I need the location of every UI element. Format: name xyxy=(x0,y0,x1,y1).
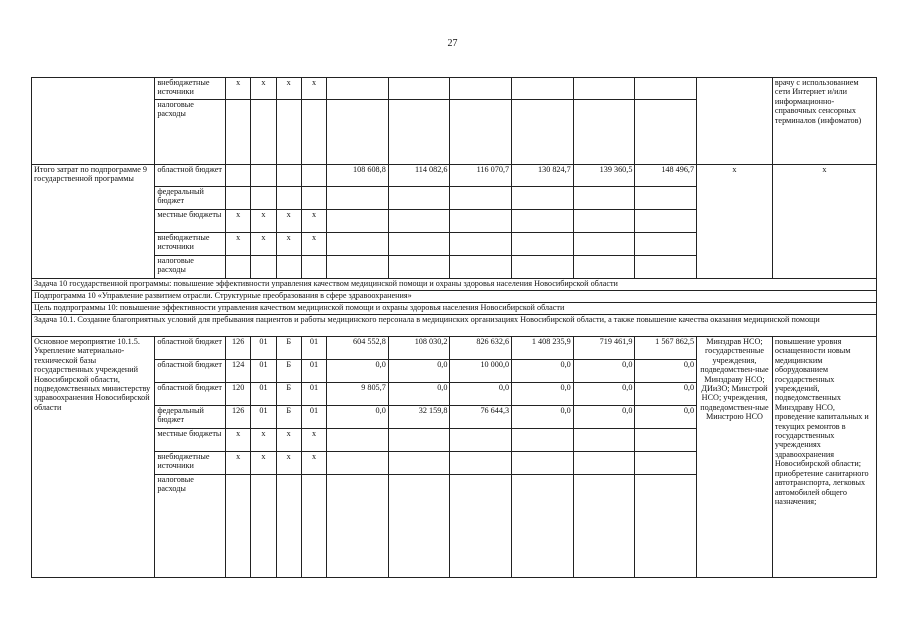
value-cell xyxy=(327,100,389,165)
value-cell: 10 000,0 xyxy=(450,360,512,383)
value-cell xyxy=(635,233,697,256)
value-cell xyxy=(635,210,697,233)
code-cell xyxy=(226,187,251,210)
section-heading: Цель подпрограммы 10: повышение эффективности управления качеством медицинской помощи и охраны здоровья населения Новосибирской области xyxy=(32,303,877,315)
code-cell xyxy=(226,100,251,165)
value-cell xyxy=(450,475,512,578)
code-cell xyxy=(301,165,326,187)
value-cell: 0,0 xyxy=(512,383,574,406)
value-cell: 0,0 xyxy=(573,383,635,406)
value-cell xyxy=(635,78,697,100)
value-cell: 0,0 xyxy=(450,383,512,406)
value-cell xyxy=(388,256,450,279)
value-cell: 0,0 xyxy=(512,360,574,383)
section-heading: Задача 10 государственной программы: повышение эффективности управления качеством медицинской помощи и охраны здоровья населения Новосибирской области xyxy=(32,279,877,291)
value-cell xyxy=(327,210,389,233)
code-cell: x xyxy=(251,429,276,452)
value-cell: 1 408 235,9 xyxy=(512,337,574,360)
source-cell: федеральный бюджет xyxy=(155,406,226,429)
value-cell: 1 567 862,5 xyxy=(635,337,697,360)
code-cell: x xyxy=(301,429,326,452)
value-cell: 0,0 xyxy=(635,383,697,406)
code-cell: x xyxy=(251,210,276,233)
value-cell xyxy=(573,475,635,578)
value-cell xyxy=(512,233,574,256)
code-cell: 120 xyxy=(226,383,251,406)
value-cell xyxy=(450,100,512,165)
value-cell xyxy=(450,210,512,233)
code-cell xyxy=(276,100,301,165)
value-cell xyxy=(573,210,635,233)
value-cell: 719 461,9 xyxy=(573,337,635,360)
value-cell xyxy=(512,452,574,475)
code-cell: Б xyxy=(276,383,301,406)
value-cell xyxy=(388,475,450,578)
value-cell xyxy=(512,475,574,578)
value-cell: 0,0 xyxy=(512,406,574,429)
value-cell: 76 644,3 xyxy=(450,406,512,429)
value-cell: 826 632,6 xyxy=(450,337,512,360)
value-cell xyxy=(388,187,450,210)
value-cell xyxy=(635,100,697,165)
source-cell: внебюджетные источники xyxy=(155,233,226,256)
value-cell xyxy=(512,78,574,100)
value-cell xyxy=(573,100,635,165)
value-cell xyxy=(573,233,635,256)
section-heading: Подпрограмма 10 «Управление развитием отрасли. Структурные преобразования в сфере здравоохранения» xyxy=(32,291,877,303)
value-cell xyxy=(573,187,635,210)
executor-cell: x xyxy=(697,165,773,279)
code-cell: x xyxy=(226,452,251,475)
code-cell xyxy=(301,475,326,578)
code-cell: 01 xyxy=(301,406,326,429)
value-cell: 604 552,8 xyxy=(327,337,389,360)
value-cell xyxy=(635,452,697,475)
value-cell xyxy=(450,429,512,452)
code-cell: x xyxy=(251,452,276,475)
source-cell: внебюджетные источники xyxy=(155,78,226,100)
program-table xyxy=(31,77,877,578)
source-cell: налоговые расходы xyxy=(155,475,226,578)
source-cell: местные бюджеты xyxy=(155,429,226,452)
source-cell: федеральный бюджет xyxy=(155,187,226,210)
code-cell: x xyxy=(276,452,301,475)
value-cell xyxy=(573,452,635,475)
code-cell: Б xyxy=(276,337,301,360)
code-cell: Б xyxy=(276,360,301,383)
code-cell: x xyxy=(251,78,276,100)
value-cell xyxy=(450,78,512,100)
code-cell: x xyxy=(251,233,276,256)
executor-cell xyxy=(697,78,773,165)
code-cell xyxy=(276,187,301,210)
code-cell: x xyxy=(226,210,251,233)
source-cell: областной бюджет xyxy=(155,383,226,406)
value-cell xyxy=(573,429,635,452)
page-number: 27 xyxy=(447,38,458,49)
value-cell xyxy=(388,452,450,475)
value-cell: 32 159,8 xyxy=(388,406,450,429)
value-cell xyxy=(573,256,635,279)
value-cell xyxy=(327,452,389,475)
total-label: Итого затрат по подпрограмме 9 государственной программы xyxy=(32,165,155,279)
value-cell xyxy=(450,256,512,279)
code-cell xyxy=(251,475,276,578)
value-cell xyxy=(388,429,450,452)
code-cell: Б xyxy=(276,406,301,429)
table-row xyxy=(32,337,877,360)
value-cell xyxy=(635,256,697,279)
value-cell xyxy=(327,256,389,279)
result-cell: повышение уровня оснащенности новым медицинским оборудованием государственных учреждений, подведомственных Минздраву НСО, проведение капитальных и текущих ремонтов в государственных учреждениях здравоохранения Новосибирской области; приобретение санитарного автотранспорта, легковых автомобилей общего назначения; xyxy=(772,337,876,578)
table-body xyxy=(32,78,877,578)
code-cell xyxy=(226,256,251,279)
source-cell: налоговые расходы xyxy=(155,256,226,279)
value-cell: 0,0 xyxy=(635,360,697,383)
section-heading-row xyxy=(32,303,877,315)
value-cell xyxy=(388,233,450,256)
value-cell: 108 030,2 xyxy=(388,337,450,360)
value-cell xyxy=(450,187,512,210)
value-cell: 9 805,7 xyxy=(327,383,389,406)
code-cell xyxy=(276,165,301,187)
code-cell: x xyxy=(226,78,251,100)
code-cell: 126 xyxy=(226,406,251,429)
value-cell xyxy=(327,78,389,100)
code-cell xyxy=(251,165,276,187)
code-cell: 01 xyxy=(251,360,276,383)
code-cell xyxy=(301,256,326,279)
value-cell xyxy=(512,429,574,452)
value-cell: 0,0 xyxy=(388,383,450,406)
table-row xyxy=(32,165,877,187)
value-cell xyxy=(388,78,450,100)
value-cell xyxy=(450,233,512,256)
source-cell: внебюджетные источники xyxy=(155,452,226,475)
source-cell: областной бюджет xyxy=(155,165,226,187)
value-cell xyxy=(327,429,389,452)
value-cell: 108 608,8 xyxy=(327,165,389,187)
code-cell: x xyxy=(226,233,251,256)
section-heading-row xyxy=(32,279,877,291)
value-cell xyxy=(635,429,697,452)
measure-label: Основное мероприятие 10.1.5. Укрепление материально-технической базы государственных учреждений Новосибирской области, подведомственных министерству здравоохранения Новосибирской области xyxy=(32,337,155,578)
table-row xyxy=(32,78,877,100)
value-cell: 0,0 xyxy=(388,360,450,383)
code-cell: 01 xyxy=(301,360,326,383)
value-cell xyxy=(512,187,574,210)
executor-cell: Минздрав НСО; государственные учреждения, подведомствен-ные Минздраву НСО; ДИиЗО; Минстрой НСО; учреждения, подведомствен-ные Минстрою НСО xyxy=(697,337,773,578)
value-cell xyxy=(327,475,389,578)
value-cell xyxy=(635,475,697,578)
value-cell xyxy=(573,78,635,100)
code-cell: 126 xyxy=(226,337,251,360)
value-cell xyxy=(388,210,450,233)
value-cell xyxy=(512,210,574,233)
code-cell xyxy=(251,100,276,165)
value-cell: 139 360,5 xyxy=(573,165,635,187)
value-cell xyxy=(635,187,697,210)
value-cell: 0,0 xyxy=(327,406,389,429)
source-cell: областной бюджет xyxy=(155,360,226,383)
code-cell: x xyxy=(301,452,326,475)
value-cell: 148 496,7 xyxy=(635,165,697,187)
value-cell: 116 070,7 xyxy=(450,165,512,187)
code-cell: x xyxy=(276,78,301,100)
code-cell: x xyxy=(226,429,251,452)
value-cell: 0,0 xyxy=(573,406,635,429)
code-cell xyxy=(276,256,301,279)
code-cell xyxy=(301,187,326,210)
code-cell xyxy=(226,475,251,578)
value-cell xyxy=(512,256,574,279)
code-cell xyxy=(301,100,326,165)
value-cell: 130 824,7 xyxy=(512,165,574,187)
value-cell xyxy=(512,100,574,165)
code-cell: x xyxy=(301,78,326,100)
code-cell: x xyxy=(301,233,326,256)
code-cell: x xyxy=(276,233,301,256)
activity-cell xyxy=(32,78,155,165)
code-cell: 124 xyxy=(226,360,251,383)
code-cell xyxy=(226,165,251,187)
value-cell: 0,0 xyxy=(327,360,389,383)
result-cell: врачу с использованием сети Интернет и/или информационно-справочных сенсорных терминалов (инфоматов) xyxy=(772,78,876,165)
code-cell: 01 xyxy=(301,383,326,406)
source-cell: налоговые расходы xyxy=(155,100,226,165)
code-cell xyxy=(251,256,276,279)
value-cell: 114 082,6 xyxy=(388,165,450,187)
value-cell xyxy=(327,187,389,210)
code-cell: 01 xyxy=(301,337,326,360)
section-heading: Задача 10.1. Создание благоприятных условий для пребывания пациентов и работы медицинского персонала в медицинских организациях Новосибирской области, а также повышение качества оказания медицинской помощи xyxy=(32,315,877,337)
code-cell xyxy=(276,475,301,578)
value-cell xyxy=(327,233,389,256)
source-cell: местные бюджеты xyxy=(155,210,226,233)
section-heading-row xyxy=(32,291,877,303)
value-cell: 0,0 xyxy=(635,406,697,429)
code-cell: x xyxy=(301,210,326,233)
value-cell: 0,0 xyxy=(573,360,635,383)
code-cell: 01 xyxy=(251,383,276,406)
code-cell: x xyxy=(276,210,301,233)
code-cell: x xyxy=(276,429,301,452)
section-heading-row xyxy=(32,315,877,337)
value-cell xyxy=(450,452,512,475)
source-cell: областной бюджет xyxy=(155,337,226,360)
code-cell: 01 xyxy=(251,337,276,360)
result-cell: x xyxy=(772,165,876,279)
code-cell xyxy=(251,187,276,210)
value-cell xyxy=(388,100,450,165)
code-cell: 01 xyxy=(251,406,276,429)
